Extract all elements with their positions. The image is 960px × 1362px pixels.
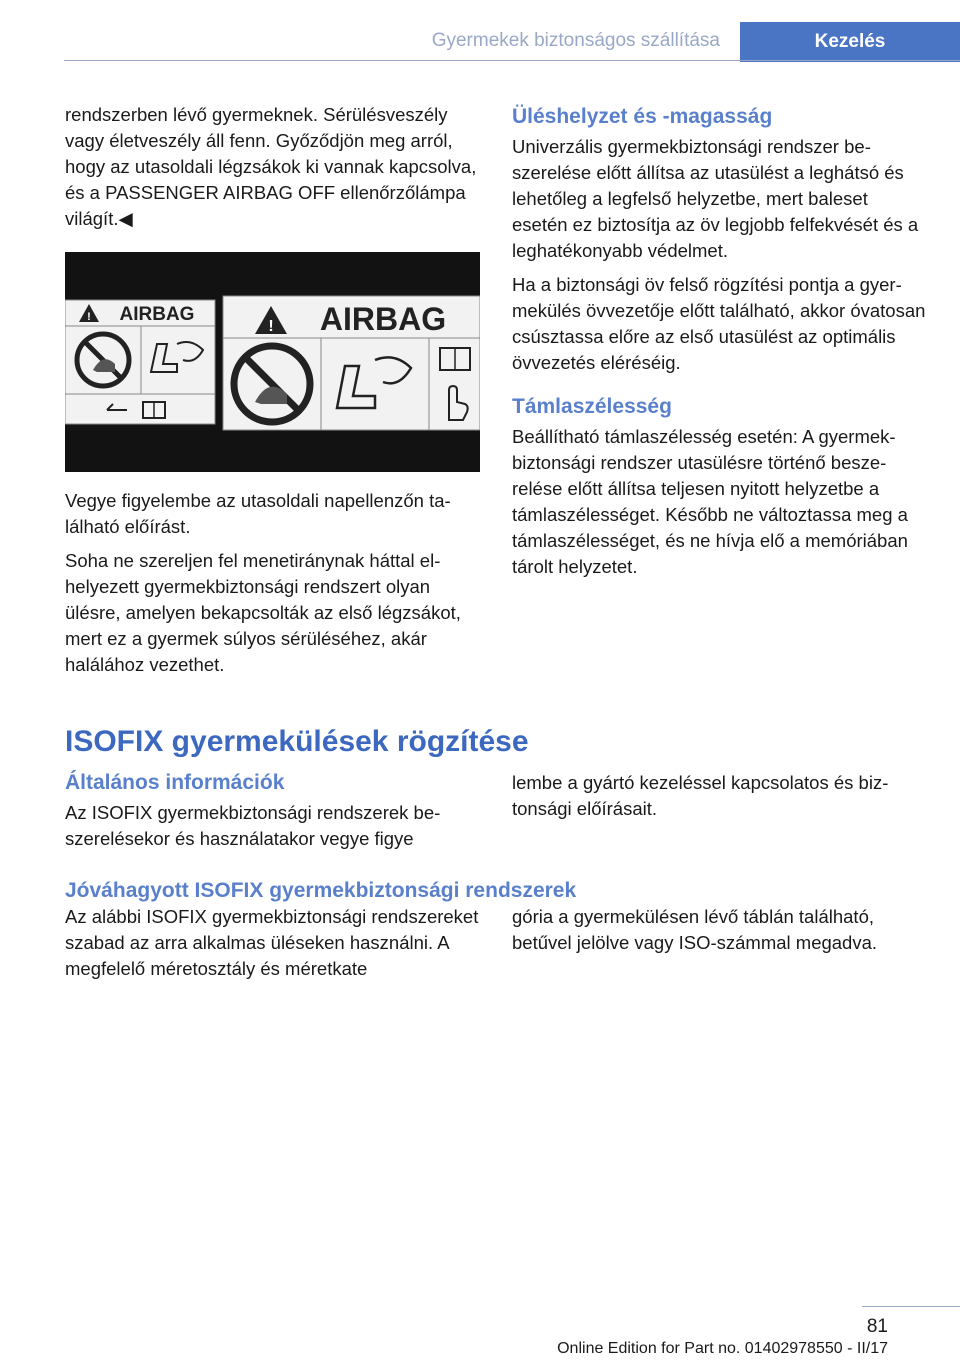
top-left-column: [65, 102, 481, 240]
heading-seat-position: Üléshelyzet és -magasság: [512, 105, 773, 128]
general-info-text-left: Az ISOFIX gyermekbiztonsági rendszerek beszerelésekor és használatakor vegye figye: [65, 802, 441, 849]
airbag-text-small: AIRBAG: [119, 304, 195, 325]
warning-paragraph: rendszerben lévő gyermeknek. Sérülésveszély vagy életveszély áll fenn. Győződjön meg arról, hogy az utasoldali légzsákok ki vannak kapcsolva, és a PASSENGER AIRBAG OFF ellenőrzőlámpa világít.◀: [65, 104, 477, 229]
sunvisor-note: Vegye figyelembe az utasoldali napellenzőn található előírást.: [65, 490, 451, 537]
approved-left: [65, 904, 481, 990]
approved-text-left: Az alábbi ISOFIX gyermekbiztonsági rendszereket szabad az arra alkalmas üléseken használni. A megfelelő méretosztály és méretkate: [65, 906, 479, 979]
airbag-warning-figure: [65, 252, 480, 472]
general-info-left: [65, 770, 481, 860]
top-left-lower: [65, 488, 481, 686]
top-right-column: [512, 104, 927, 588]
page-number: 81: [866, 1316, 888, 1337]
approved-right: [512, 904, 927, 964]
seat-position-paragraph: Univerzális gyermekbiztonsági rendszer beszerelése előtt állítsa az utasülést a leghátsó és lehetőleg a legfelső helyzetbe, mert baleset esetén ez biztosítja az öv legjobb felfekvését és a leghatékonyabb védelmet.: [512, 136, 919, 261]
svg-text:!: !: [87, 311, 91, 323]
isofix-title: ISOFIX gyermekülések rögzítése: [65, 725, 529, 758]
rearward-seat-warning: Soha ne szereljen fel menetiránynak háttal elhelyezett gyermekbiztonsági rendszert olyan ülésre, amelyen bekapcsolták az első légzsákot, mert ez a gyermek súlyos sérüléséhez, akár halálához vezethet.: [65, 550, 461, 675]
approved-heading-block: [65, 878, 925, 904]
header-chapter-tab: Kezelés: [740, 22, 960, 62]
heading-approved-isofix: Jóváhagyott ISOFIX gyermekbiztonsági rendszerek: [65, 879, 577, 902]
header-section-title: Gyermekek biztonságos szállítása: [431, 30, 720, 51]
approved-text-right: gória a gyermekülésen lévő táblán található, betűvel jelölve vagy ISO-számmal megadva.: [512, 906, 878, 953]
edition-note: Online Edition for Part no. 01402978550 - II/17: [557, 1340, 888, 1357]
heading-general-info: Általános információk: [65, 771, 285, 794]
general-info-text-right: lembe a gyártó kezeléssel kapcsolatos és biztonsági előírásait.: [512, 772, 889, 819]
backrest-width-paragraph: Beállítható támlaszélesség esetén: A gyermekbiztonsági rendszer utasülésre történő beszerelése előtt állítsa teljesen nyitott helyzetbe a támlaszélességet. Később ne változtassa meg a támlaszélességet, és ne hívja elő a memóriában tárolt helyzetet.: [512, 426, 908, 577]
belt-anchor-paragraph: Ha a biztonsági öv felső rögzítési pontja a gyermekülés övvezetője előtt található, akkor óvatosan csúsztassa előre az első utasülést az optimális övvezetés eléréséig.: [512, 274, 926, 373]
airbag-text-large: AIRBAG: [319, 301, 447, 337]
heading-backrest-width: Támlaszélesség: [512, 395, 672, 418]
svg-text:!: !: [268, 318, 274, 335]
airbag-label-image: [65, 252, 480, 472]
general-info-right: [512, 770, 927, 830]
footer-rule: [862, 1306, 960, 1307]
isofix-title-block: [65, 724, 925, 760]
header-rule: [64, 60, 960, 61]
